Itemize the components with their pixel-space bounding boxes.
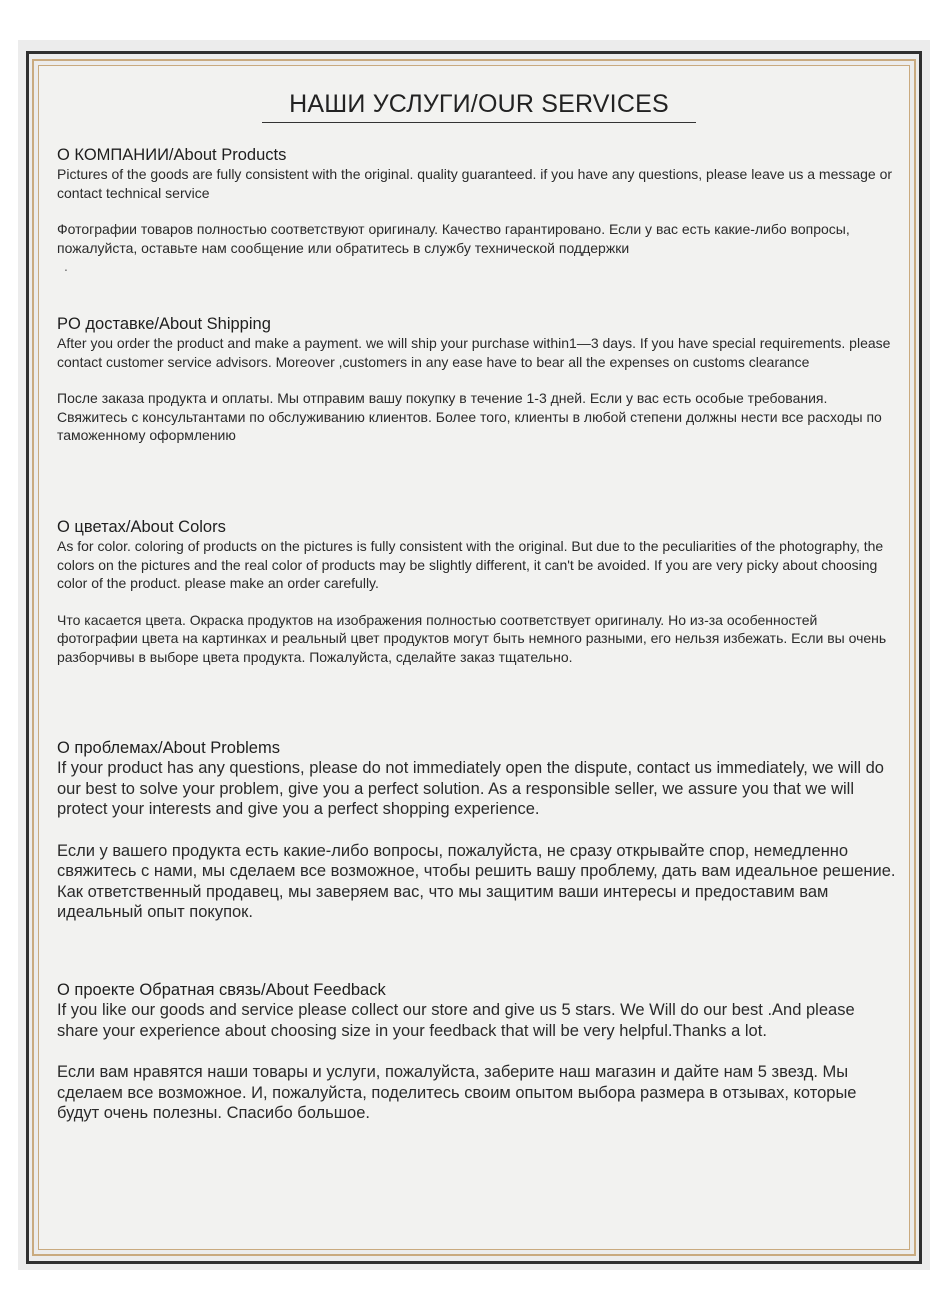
section-text-en: If your product has any questions, please do not immediately open the dispute, contact us immediately, we will do our best to solve your problem, give you a perfect solution. As a responsible seller, we assure you that we will protect your interests and give you a perfect shopping experience. [57, 759, 884, 818]
section-about-products [57, 145, 897, 276]
section-text-en: As for color. coloring of products on the pictures is fully consistent with the original. But due to the peculiarities of the photography, the colors on the pictures and the real color of products may be slightly different, it can't be avoided. If you are very picky about choosing color of the product. please make an order carefully. [57, 538, 884, 591]
section-about-colors [57, 517, 897, 666]
section-text-en: After you order the product and make a payment. we will ship your purchase within1—3 days. If you have special requirements. please contact customer service advisors. Moreover ,customers in any ease have to bear all the expenses on customs clearance [57, 335, 891, 370]
section-text-ru: Что касается цвета. Окраска продуктов на изображения полностью соответствует оригиналу. Но из-за особенностей фотографии цвета на картинках и реальный цвет продуктов могут быть немного разными, его нельзя избежать. Если вы очень разборчивы в выборе цвета продукта. Пожалуйста, сделайте заказ тщательно. [57, 611, 887, 665]
section-text-ru: Если у вашего продукта есть какие-либо вопросы, пожалуйста, не сразу открывайте спор, немедленно свяжитесь с нами, мы сделаем все возможное, чтобы решить вашу проблему, дать вам идеальное решение. Как ответственный продавец, мы заверяем вас, что мы защитим ваши интересы и предоставим вам идеальный опыт покупок. [57, 841, 896, 921]
stray-dot: . [64, 258, 68, 274]
section-text-ru: Фотографии товаров полностью соответствуют оригиналу. Качество гарантировано. Если у вас есть какие-либо вопросы, пожалуйста, оставьте нам сообщение или обратитесь в службу технической поддержки [57, 221, 850, 256]
section-heading: PO доставке/About Shipping [57, 315, 271, 333]
section-heading: О проекте Обратная связь/About Feedback [57, 981, 386, 999]
section-about-problems [57, 738, 897, 923]
page-title: НАШИ УСЛУГИ/OUR SERVICES [289, 90, 669, 118]
section-text-ru: Если вам нравятся наши товары и услуги, пожалуйста, заберите наш магазин и дайте нам 5 звезд. Мы сделаем все возможное. И, пожалуйста, поделитесь своим опытом выбора размера в отзывах, которые будут очень полезны. Спасибо большое. [57, 1063, 857, 1122]
section-text-en: If you like our goods and service please collect our store and give us 5 stars. We Will do our best .And please share your experience about choosing size in your feedback that will be very helpful.Thanks a lot. [57, 1001, 855, 1040]
title-underline [262, 122, 696, 123]
section-heading: О проблемах/About Problems [57, 739, 280, 757]
section-about-feedback [57, 980, 897, 1124]
section-heading: О КОМПАНИИ/About Products [57, 146, 287, 164]
section-about-shipping [57, 314, 897, 445]
section-text-ru: После заказа продукта и оплаты. Мы отправим вашу покупку в течение 1-3 дней. Если у вас есть особые требования. Свяжитесь с консультантами по обслуживанию клиентов. Более того, клиенты в любой степени должны нести все расходы по таможенному оформлению [57, 390, 882, 443]
section-text-en: Pictures of the goods are fully consistent with the original. quality guaranteed. if you have any questions, please leave us a message or contact technical service [57, 166, 893, 201]
section-heading: О цветах/About Colors [57, 518, 226, 536]
